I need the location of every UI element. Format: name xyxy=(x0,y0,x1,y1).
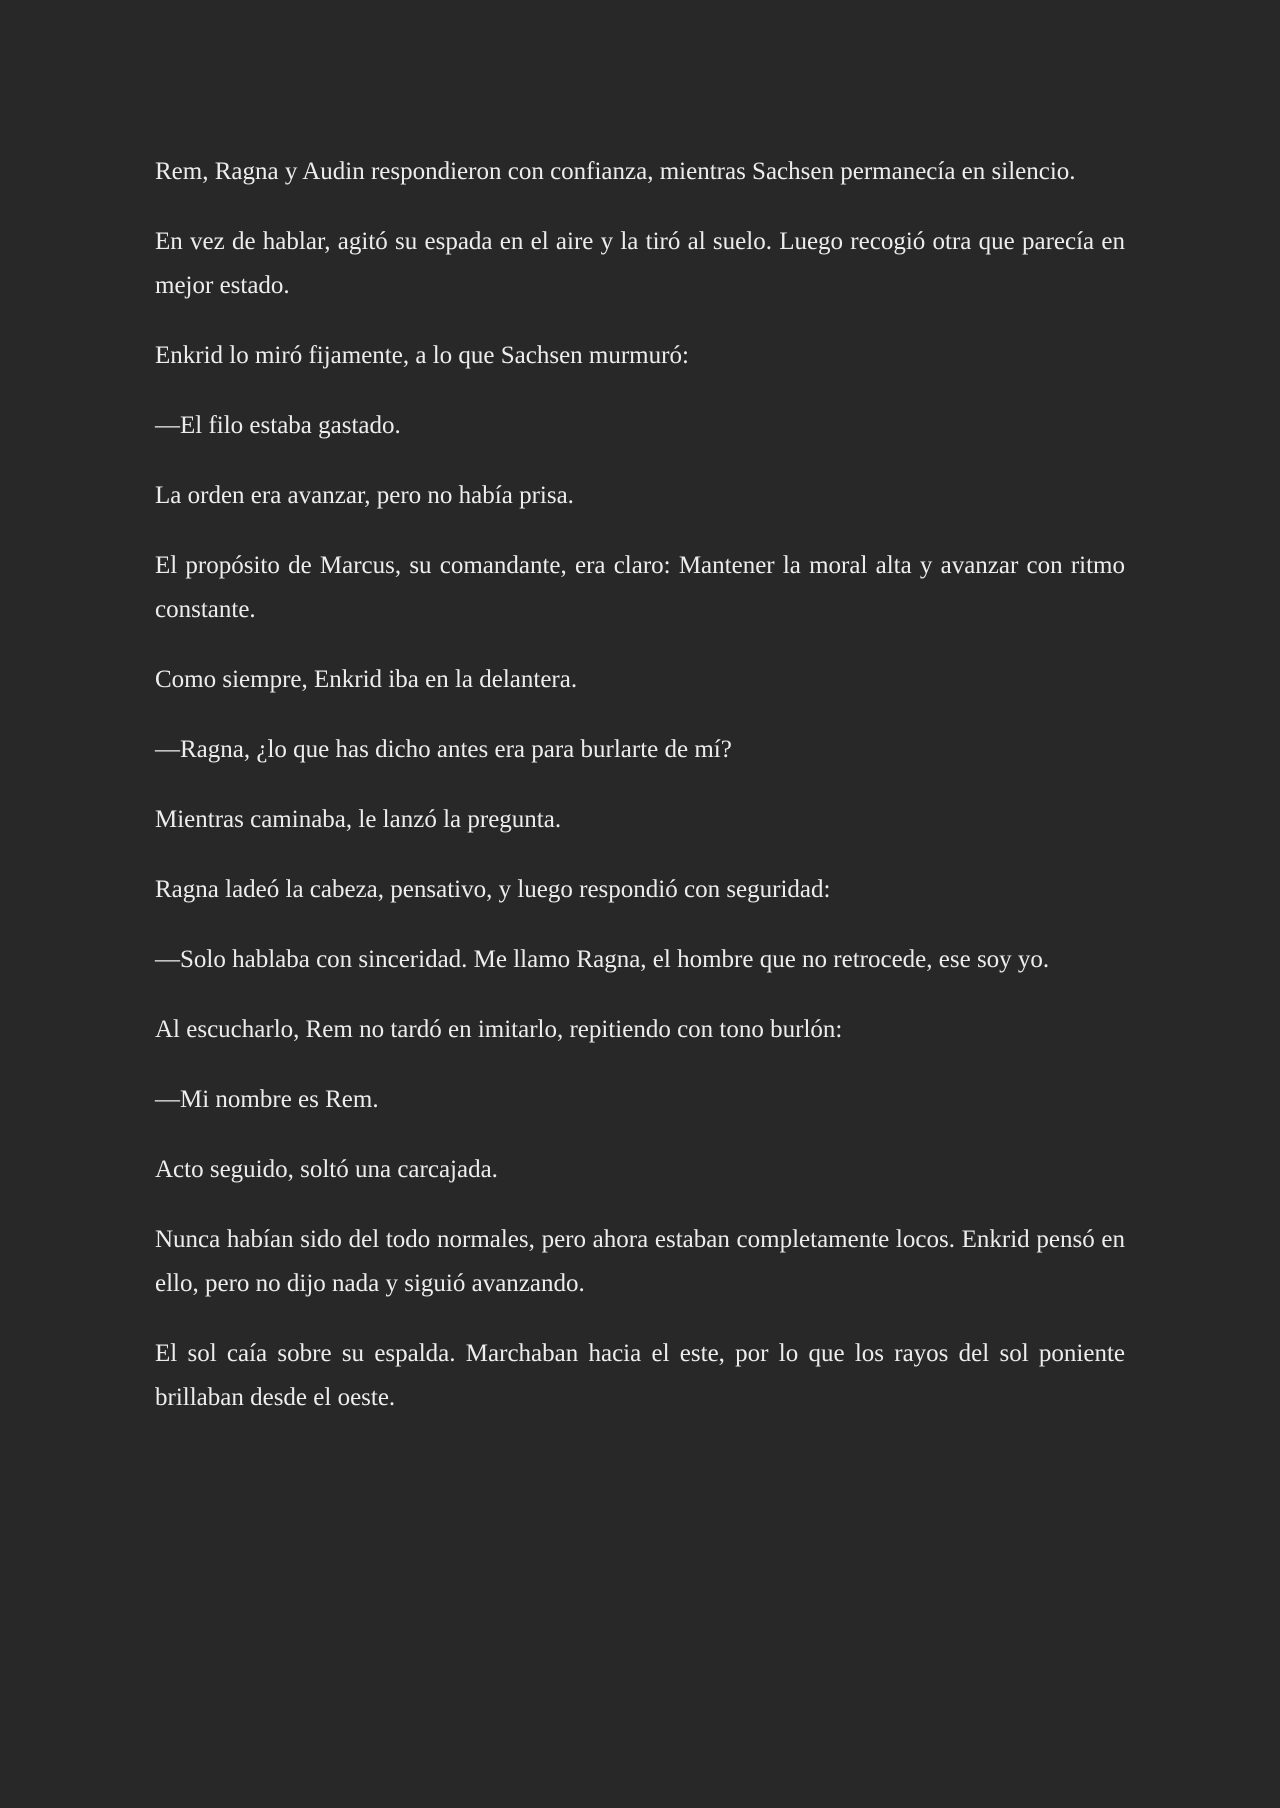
paragraph-14: Acto seguido, soltó una carcajada. xyxy=(155,1156,498,1183)
paragraph-11: —Solo hablaba con sinceridad. Me llamo Ragna, el hombre que no retrocede, ese soy yo. xyxy=(155,946,1050,973)
paragraph-15: Nunca habían sido del todo normales, pero ahora estaban completamente locos. Enkrid pensó en ello, pero no dijo nada y siguió avanzando. xyxy=(155,1226,1125,1297)
paragraph-12: Al escucharlo, Rem no tardó en imitarlo, repitiendo con tono burlón: xyxy=(155,1016,843,1043)
paragraph-13: —Mi nombre es Rem. xyxy=(155,1086,379,1113)
paragraph-3: Enkrid lo miró fijamente, a lo que Sachsen murmuró: xyxy=(155,342,689,369)
paragraph-6: El propósito de Marcus, su comandante, era claro: Mantener la moral alta y avanzar con ritmo constante. xyxy=(155,552,1125,623)
chapter-text xyxy=(155,150,1125,1446)
paragraph-7: Como siempre, Enkrid iba en la delantera. xyxy=(155,666,578,693)
paragraph-5: La orden era avanzar, pero no había prisa. xyxy=(155,482,574,509)
paragraph-16: El sol caía sobre su espalda. Marchaban hacia el este, por lo que los rayos del sol poniente brillaban desde el oeste. xyxy=(155,1340,1125,1411)
paragraph-10: Ragna ladeó la cabeza, pensativo, y luego respondió con seguridad: xyxy=(155,876,831,903)
paragraph-9: Mientras caminaba, le lanzó la pregunta. xyxy=(155,806,562,833)
paragraph-8: —Ragna, ¿lo que has dicho antes era para burlarte de mí? xyxy=(155,736,732,763)
paragraph-2: En vez de hablar, agitó su espada en el aire y la tiró al suelo. Luego recogió otra que parecía en mejor estado. xyxy=(155,228,1125,299)
paragraph-1: Rem, Ragna y Audin respondieron con confianza, mientras Sachsen permanecía en silencio. xyxy=(155,158,1076,185)
paragraph-4: —El filo estaba gastado. xyxy=(155,412,401,439)
